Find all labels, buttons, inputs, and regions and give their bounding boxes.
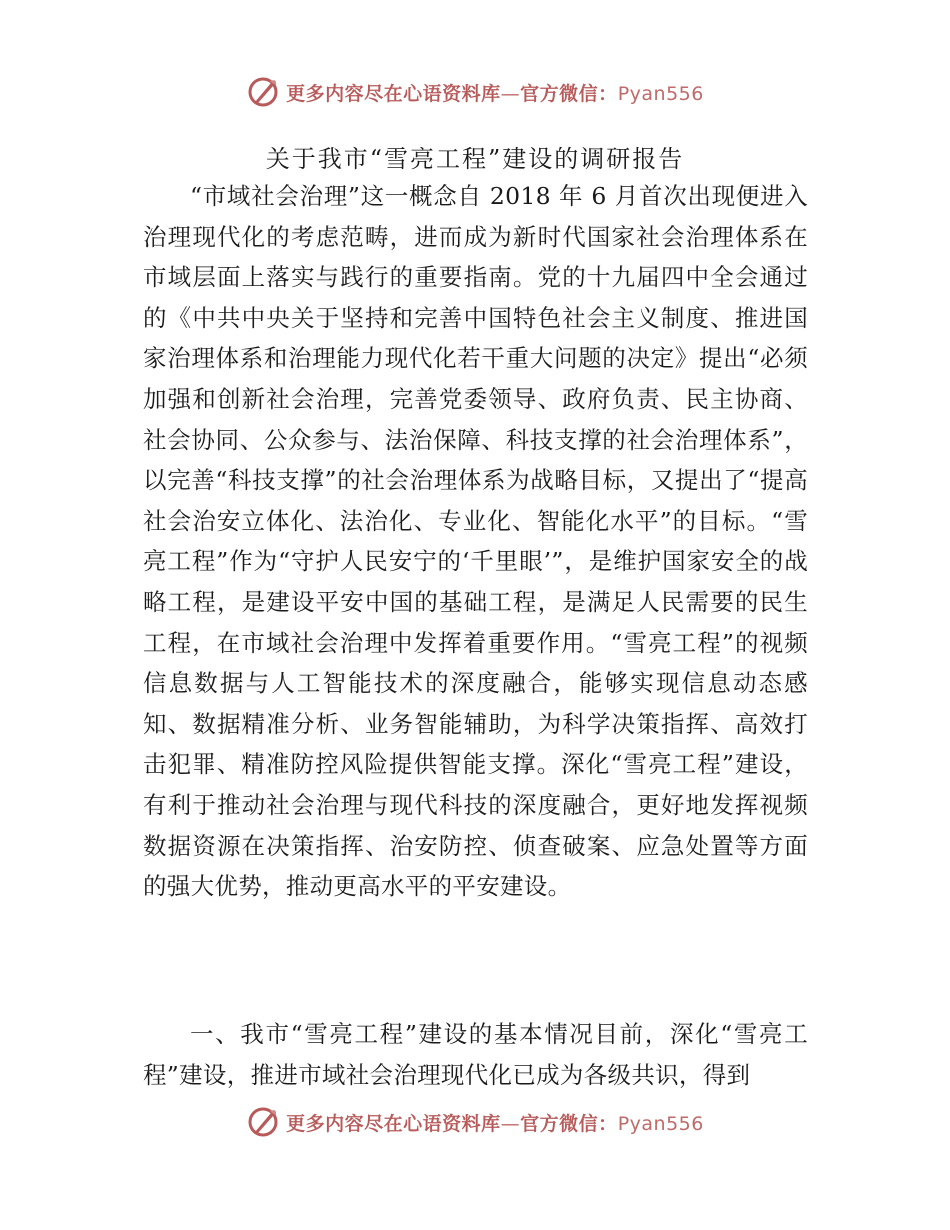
paragraph-2: 一、我市“雪亮工程”建设的基本情况目前，深化“雪亮工程”建设，推进市域社会治理现代化已成为各级共识，得到 (143, 1020, 808, 1089)
document-title: 关于我市“雪亮工程”建设的调研报告 (265, 145, 685, 173)
paragraph-1: “市域社会治理”这一概念自 2018 年 6 月首次出现便进入治理现代化的考虑范畴，进而成为新时代国家社会治理体系在市域层面上落实与践行的重要指南。党的十九届四中全会通过的《中共中央关于坚持和完善中国特色社会主义制度、推进国家治理体系和治理能力现代化若干重大问题的决定》提出“必须加强和创新社会治理，完善党委领导、政府负责、民主协商、社会协同、公众参与、法治保障、科技支撑的社会治理体系”，以完善“科技支撑”的社会治理体系为战略目标，又提出了“提高社会治安立体化、法治化、专业化、智能化水平”的目标。“雪亮工程”作为“守护人民安宁的‘千里眼’”，是维护国家安全的战略工程，是建设平安中国的基础工程，是满足人民需要的民生工程，在市域社会治理中发挥着重要作用。“雪亮工程”的视频信息数据与人工智能技术的深度融合，能够实现信息动态感知、数据精准分析、业务智能辅助，为科学决策指挥、高效打击犯罪、精准防控风险提供智能支撑。深化“雪亮工程”建设，有利于推动社会治理与现代科技的深度融合，更好地发挥视频数据资源在决策指挥、治安防控、侦查破案、应急处置等方面的强大优势，推动更高水平的平安建设。 (143, 182, 808, 901)
watermark-text: 更多内容尽在心语资料库—官方微信：Pyan556 (286, 82, 704, 105)
watermark-banner-top (0, 72, 950, 112)
watermark-text: 更多内容尽在心语资料库—官方微信：Pyan556 (286, 1112, 704, 1135)
quill-logo-icon (246, 75, 280, 109)
watermark-banner-bottom (0, 1102, 950, 1142)
quill-logo-icon (246, 1105, 280, 1139)
